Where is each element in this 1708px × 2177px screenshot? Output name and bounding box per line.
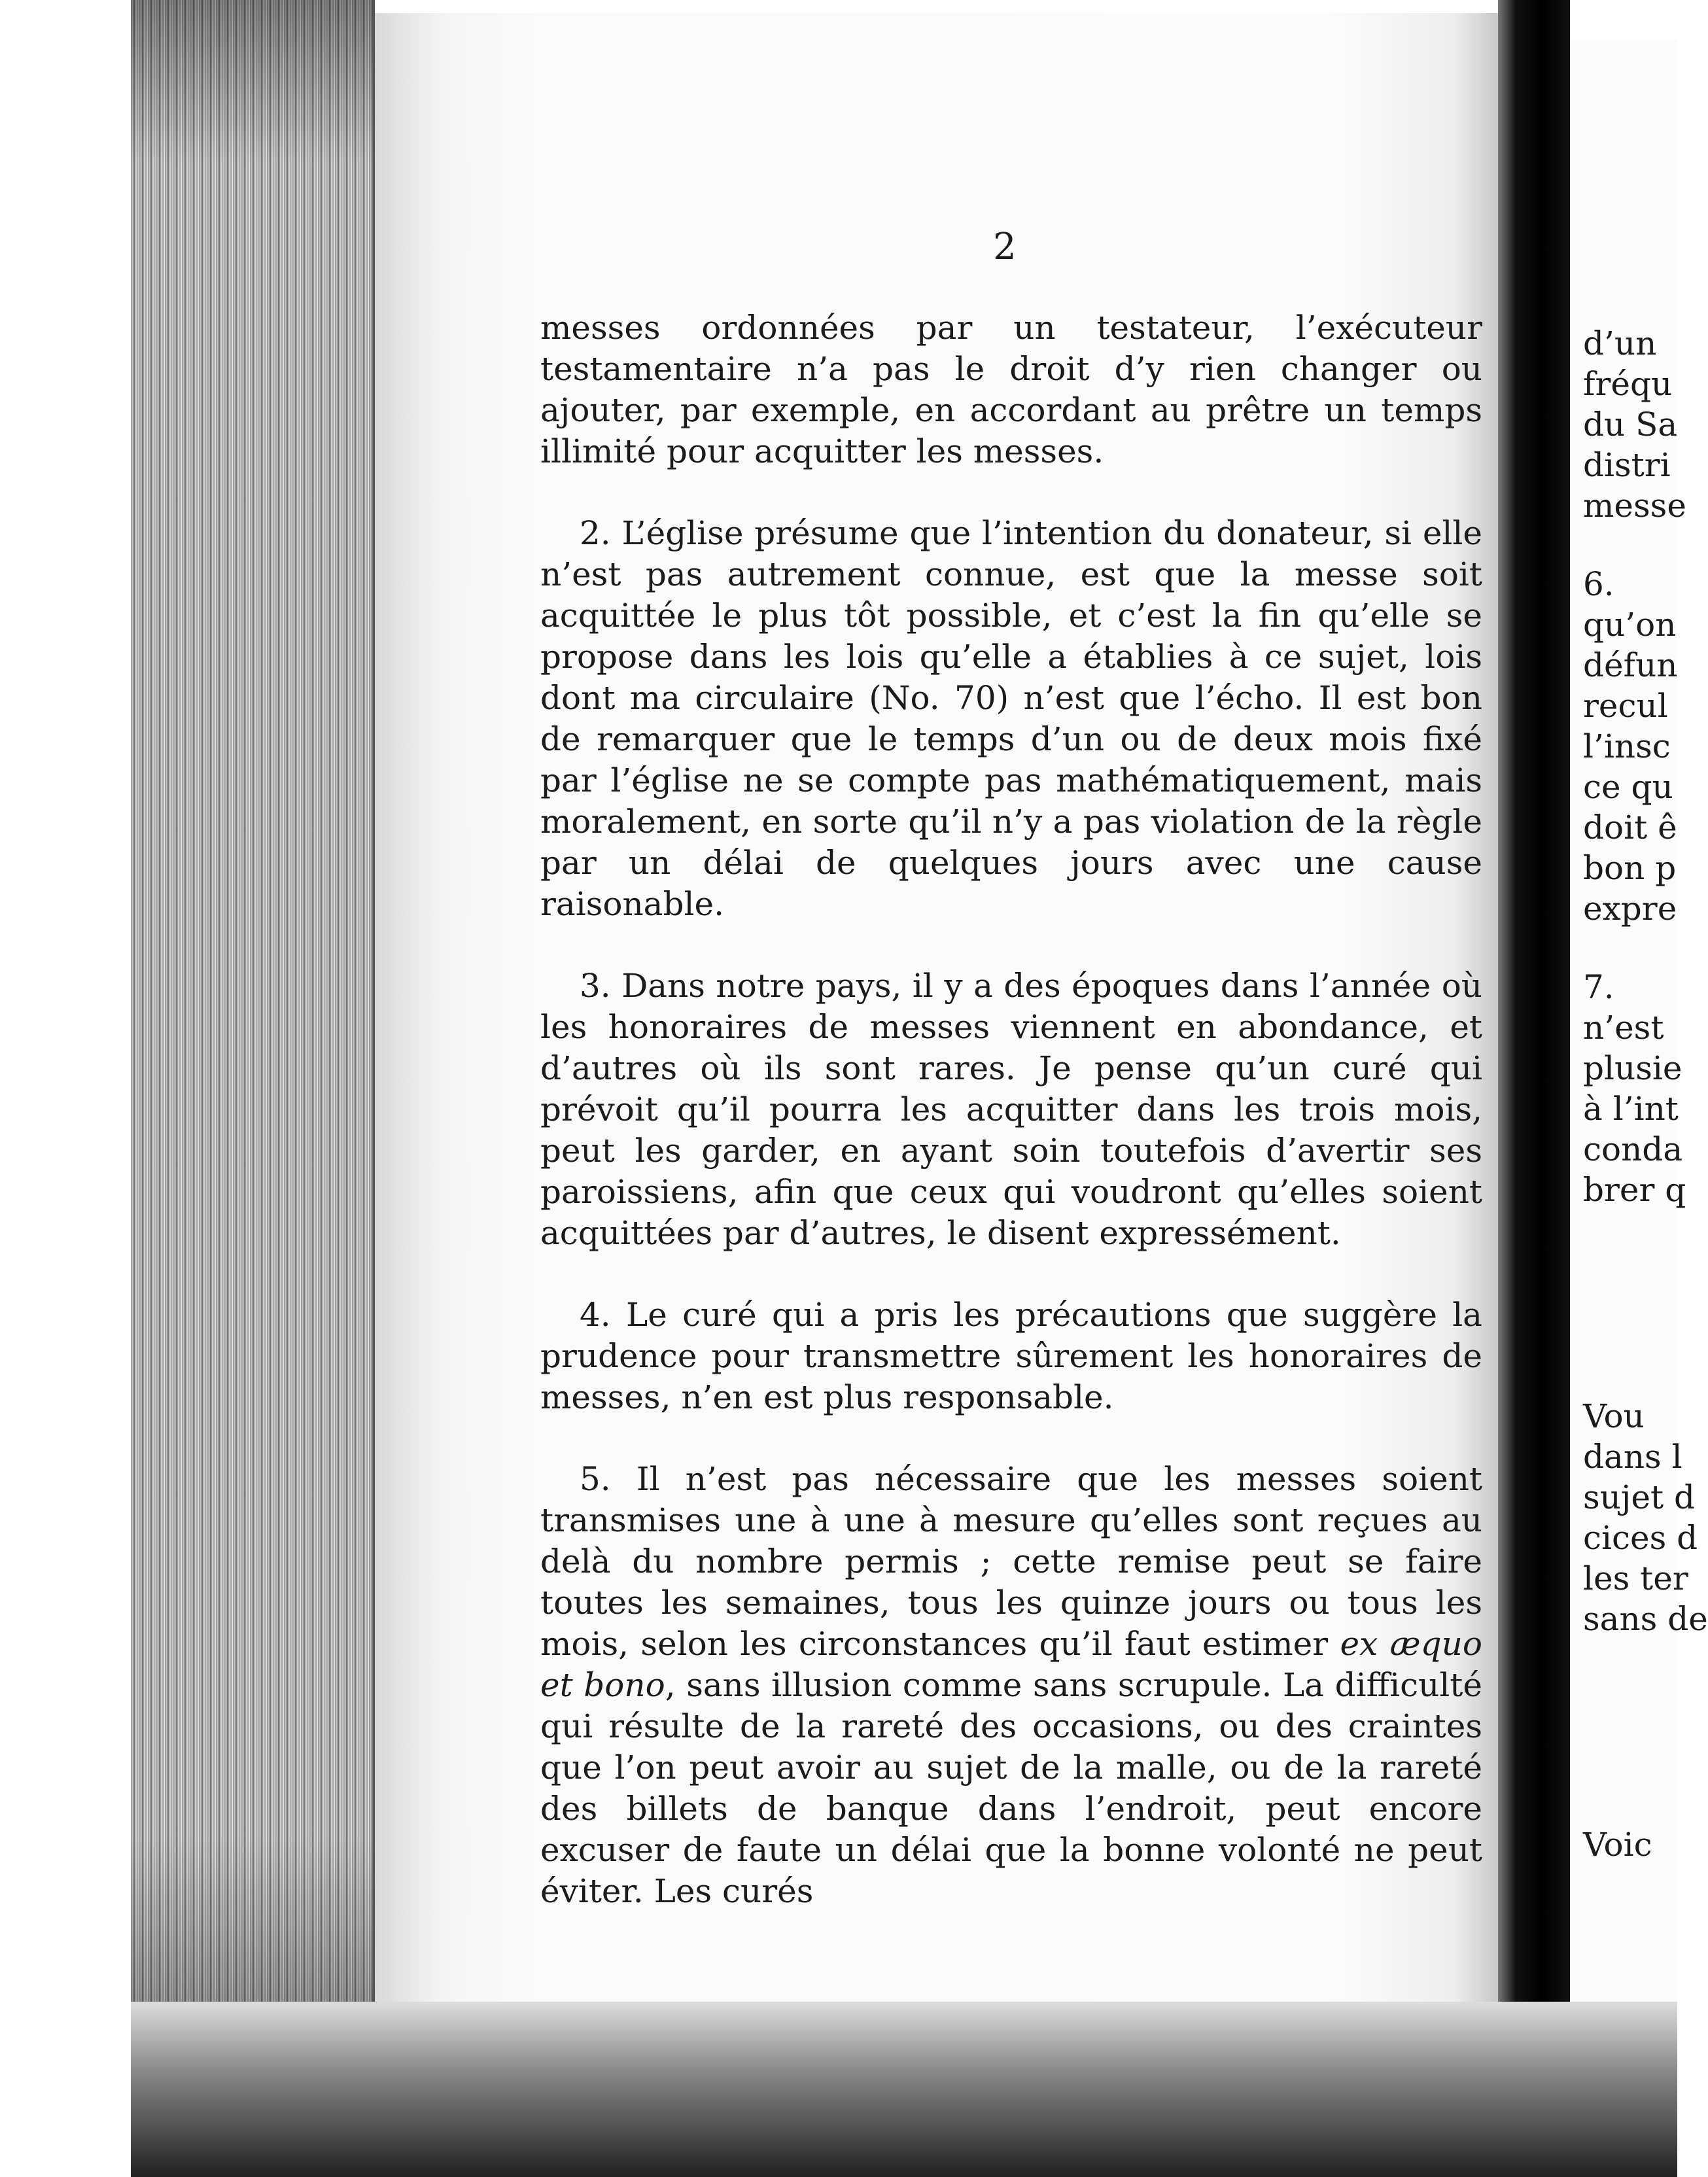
facing-fragment: recul [1583,687,1668,725]
facing-fragment: cices d [1583,1519,1698,1557]
facing-fragment: 6. [1583,565,1614,603]
facing-fragment: doit ê [1583,809,1677,846]
facing-fragment: sujet d [1583,1478,1695,1516]
paragraph-4: 4. Le curé qui a pris les précautions que suggère la prudence pour transmettre sûrement les honoraires de messes, n’en est plus responsable. [540,1296,1482,1416]
facing-fragment: conda [1583,1130,1683,1168]
scan-bottom-shadow [131,2002,1677,2177]
latin-phrase: ex æquo et bono [540,1625,1482,1704]
book-page-edges [131,0,375,2041]
facing-fragment: d’un [1583,324,1657,362]
paragraph-5 [540,1459,1482,1912]
facing-fragment: du Sa [1583,406,1678,444]
page-number: 2 [993,226,1017,268]
facing-fragment: défun [1583,646,1678,684]
body-text [540,307,1482,1953]
facing-fragment: n’est [1583,1009,1664,1047]
facing-fragment: fréqu [1583,365,1673,403]
facing-fragment: Voic [1583,1826,1652,1864]
facing-fragment: sans de [1583,1600,1708,1638]
paragraph-2: 2. L’église présume que l’intention du donateur, si elle n’est pas autrement connue, est que la messe soit acquittée le plus tôt possible, et c’est la fin qu’elle se propose dans les lois qu’elle a établies à ce sujet, lois dont ma circulaire (No. 70) n’est que l’écho. Il est bon de remarquer que le temps d’un ou de deux mois fixé par l’église ne se compte pas mathématiquement, mais moralement, en sorte qu’il n’y a pas violation de la règle par un délai de quelques jours avec une cause raisonable. [540,514,1482,923]
facing-fragment: distri [1583,446,1671,484]
facing-fragment: plusie [1583,1049,1682,1087]
facing-fragment: dans l [1583,1438,1682,1476]
paragraph-5-start: 5. Il n’est pas nécessaire que les messes soient transmises une à une à mesure qu’elles sont reçues au delà du nombre permis ; cette remise peut se faire toutes les semaines, tous les quinze jours ou tous les mois, selon les circonstances qu’il faut estimer [540,1460,1482,1663]
facing-fragment: expre [1583,890,1677,928]
facing-fragment: les ter [1583,1559,1688,1597]
facing-fragment: brer q [1583,1171,1686,1209]
paragraph-5-end: , sans illusion comme sans scrupule. La difficulté qui résulte de la rareté des occasions, ou des craintes que l’on peut avoir au sujet de la malle, ou de la rareté des billets de banque dans l’endroit, peut encore excuser de faute un délai que la bonne volonté ne peut éviter. Les curés [540,1666,1482,1910]
facing-fragment: bon p [1583,849,1677,887]
scan-margin-left [0,0,131,2177]
paragraph-3: 3. Dans notre pays, il y a des époques dans l’année où les honoraires de messes viennent en abondance, et d’autres où ils sont rares. Je pense qu’un curé qui prévoit qu’il pourra les acquitter dans les trois mois, peut les garder, en ayant soin toutefois d’avertir ses paroissiens, afin que ceux qui voudront qu’elles soient acquittées par d’autres, le disent expressément. [540,967,1482,1252]
facing-fragment: qu’on [1583,606,1677,644]
facing-fragment: à l’int [1583,1090,1679,1128]
facing-fragment: l’insc [1583,727,1671,765]
book-gutter-shadow [1498,0,1570,2177]
paragraph-continuation: messes ordonnées par un testateur, l’exécuteur testamentaire n’a pas le droit d’y rien changer ou ajouter, par exemple, en accordant au prêtre un temps illimité pour acquitter les messes. [540,309,1482,470]
facing-fragment: ce qu [1583,768,1673,806]
facing-fragment: Vou [1583,1397,1645,1435]
facing-fragment: 7. [1583,968,1614,1006]
facing-fragment: messe [1583,487,1686,525]
